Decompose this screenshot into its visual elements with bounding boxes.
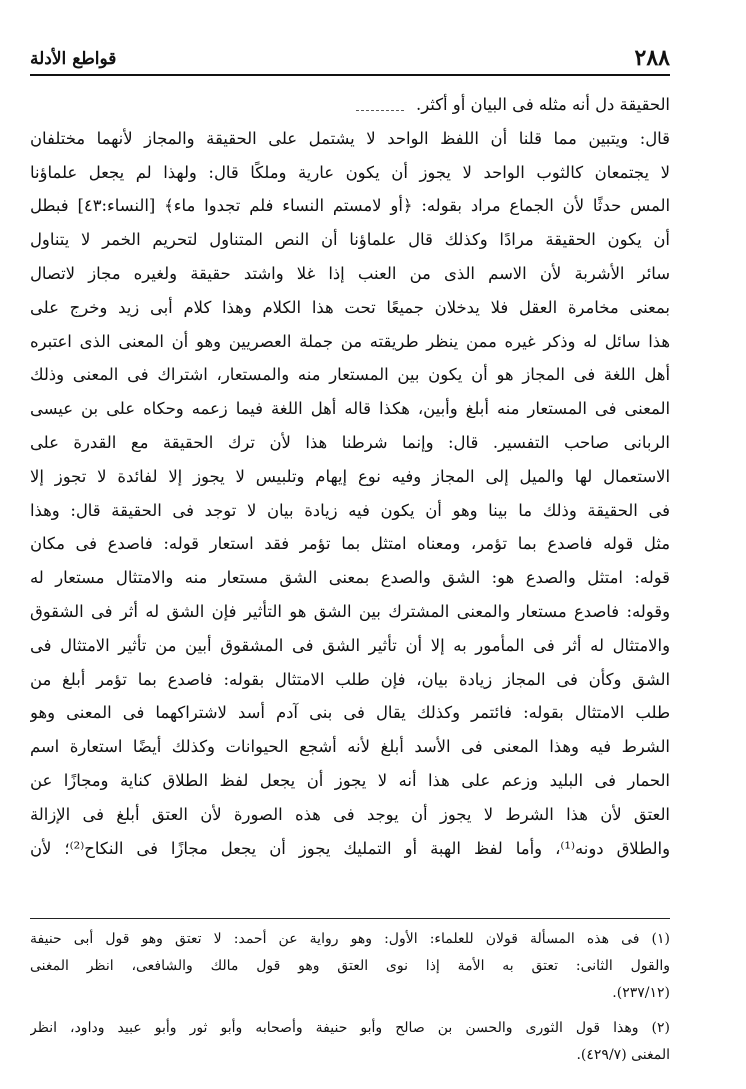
- footnote-line: والقول الثانى: تعتق به الأمة إذا نوى العتق وهو قول مالك والشافعى، انظر المغنى: [30, 958, 670, 974]
- text-line: الحقيقة دل أنه مثله فى البيان أو أكثر.: [30, 88, 670, 122]
- footnote-line: (٢٣٧/١٢).: [612, 985, 670, 1001]
- text-line: والطلاق دونه⁽¹⁾، وأما لفظ الهبة أو التمليك يجوز أن يجعل مجازًا فى النكاح⁽²⁾؛ لأن: [30, 838, 670, 858]
- page-number: ٢٨٨: [634, 45, 670, 71]
- page-header: [30, 36, 670, 76]
- text-line: طلب الامتثال بقوله: فائتمر وكذلك يقال فى بنى آدم أسد لاشتراكهما فى المعنى وهو: [30, 703, 670, 723]
- main-text: [30, 88, 670, 865]
- text-line: أن يكون الحقيقة مرادًا وكذلك قال علماؤنا أن النص المتناول لتحريم الخمر لا يتناول: [30, 230, 670, 250]
- text-line: سائر الأشربة لأن الاسم الذى من العنب إذا غلا واشتد حقيقة ولغيره مجاز لاتصال: [30, 263, 670, 283]
- text-line: فى الحقيقة وذلك ما بينا وهو أن يكون فيه زيادة بيان لا توجد فى الحقيقة قال: وهذا: [30, 500, 670, 520]
- text-line: العتق لأن هذا الشرط لا يجوز أن يوجد فى هذه الصورة لأن العتق أبلغ فى الإزالة: [30, 804, 670, 824]
- text-line: قوله: امتثل والصدع هو: الشق والصدع بمعنى الشق مستعار منه والامتثال مستعار له: [30, 568, 670, 588]
- text-line: الربانى صاحب التفسير. قال: وإنما شرطنا هذا لأن ترك الحقيقة مع القدرة على: [30, 432, 670, 452]
- footnote-line: (٢) وهذا قول الثورى والحسن بن صالح وأبو حنيفة وأصحابه وأبو ثور وأبو عبيد وداود، انظر: [30, 1020, 670, 1036]
- text-line: المعنى فى المستعار منه أبلغ وأبين، هكذا قاله أهل اللغة فيما زعمه وحكاه على بن عيسى: [30, 399, 670, 419]
- text-line: المس حدثًا لأن الجماع مراد بقوله: ﴿أو لامستم النساء فلم تجدوا ماء﴾ [النساء:٤٣] فبطل: [30, 196, 670, 216]
- text-line: الاستعمال لها والميل إلى المجاز وفيه نوع إيهام وتلبيس لا يجوز إلا لفائدة لا تجوز إلا: [30, 466, 670, 486]
- text-line: وقوله: فاصدع مستعار والمعنى المشترك بين الشق هو التأثير فإن الشق له أثر فى الشقوق: [30, 601, 670, 621]
- text-line: أهل اللغة فى المجاز هو أن يكون بين المستعار منه والمستعار، اشتراك فى المعنى وذلك: [30, 365, 670, 385]
- text-line: هذا سائل له وذكر غيره ممن ينظر طريقته من جملة العصريين وهو أن المعنى الذى اعتبره: [30, 331, 670, 351]
- text-line: بمعنى مخامرة العقل فلا يدخلان جميعًا تحت هذا الكلام وهذا كلام أبى زيد وخرج على: [30, 297, 670, 317]
- editor-mark: [356, 100, 404, 111]
- text-line: قال: ويتبين مما قلنا أن اللفظ الواحد لا يشتمل على الحقيقة والمجاز لأنهما مختلفان: [30, 128, 670, 148]
- footnote-line: (١) فى هذه المسألة قولان للعلماء: الأول: وهو رواية عن أحمد: لا تعتق وهو قول أبى حنيفة: [30, 931, 670, 947]
- footnote-line: المغنى (٤٢٩/٧).: [576, 1047, 670, 1063]
- text-line: لا يجتمعان كالثوب الواحد لا يجوز أن يكون عارية وملكًا قال: ولهذا لم يجعل علماؤنا: [30, 162, 670, 182]
- footnotes: [30, 926, 670, 1069]
- text-line: الحمار فى البليد وزعم على هذا أنه لا يجوز أن يجعل لفظ الطلاق كناية ومجازًا عن: [30, 770, 670, 790]
- text-line: الشق وكأن فى المجاز زيادة بيان، فإن طلب الامتثال بقوله: فاصدع بما تؤمر أبلغ من: [30, 669, 670, 689]
- footnote-separator: [30, 918, 670, 919]
- text-line: الشرط فيه وهذا المعنى فى الأسد أبلغ لأنه أشجع الحيوانات وكذلك أيضًا استعارة اسم: [30, 737, 670, 757]
- text-line: مثل قوله فاصدع بما تؤمر، ومعناه امتثل بما تؤمر فقد استعار قوله: فاصدع فى مكان: [30, 534, 670, 554]
- running-title: قواطع الأدلة: [30, 49, 117, 69]
- text-line: والامتثال له أثر فى المأمور به إلا أن تأثير الشق فى المشقوق أبين من تأثير الامتثال فى: [30, 635, 670, 655]
